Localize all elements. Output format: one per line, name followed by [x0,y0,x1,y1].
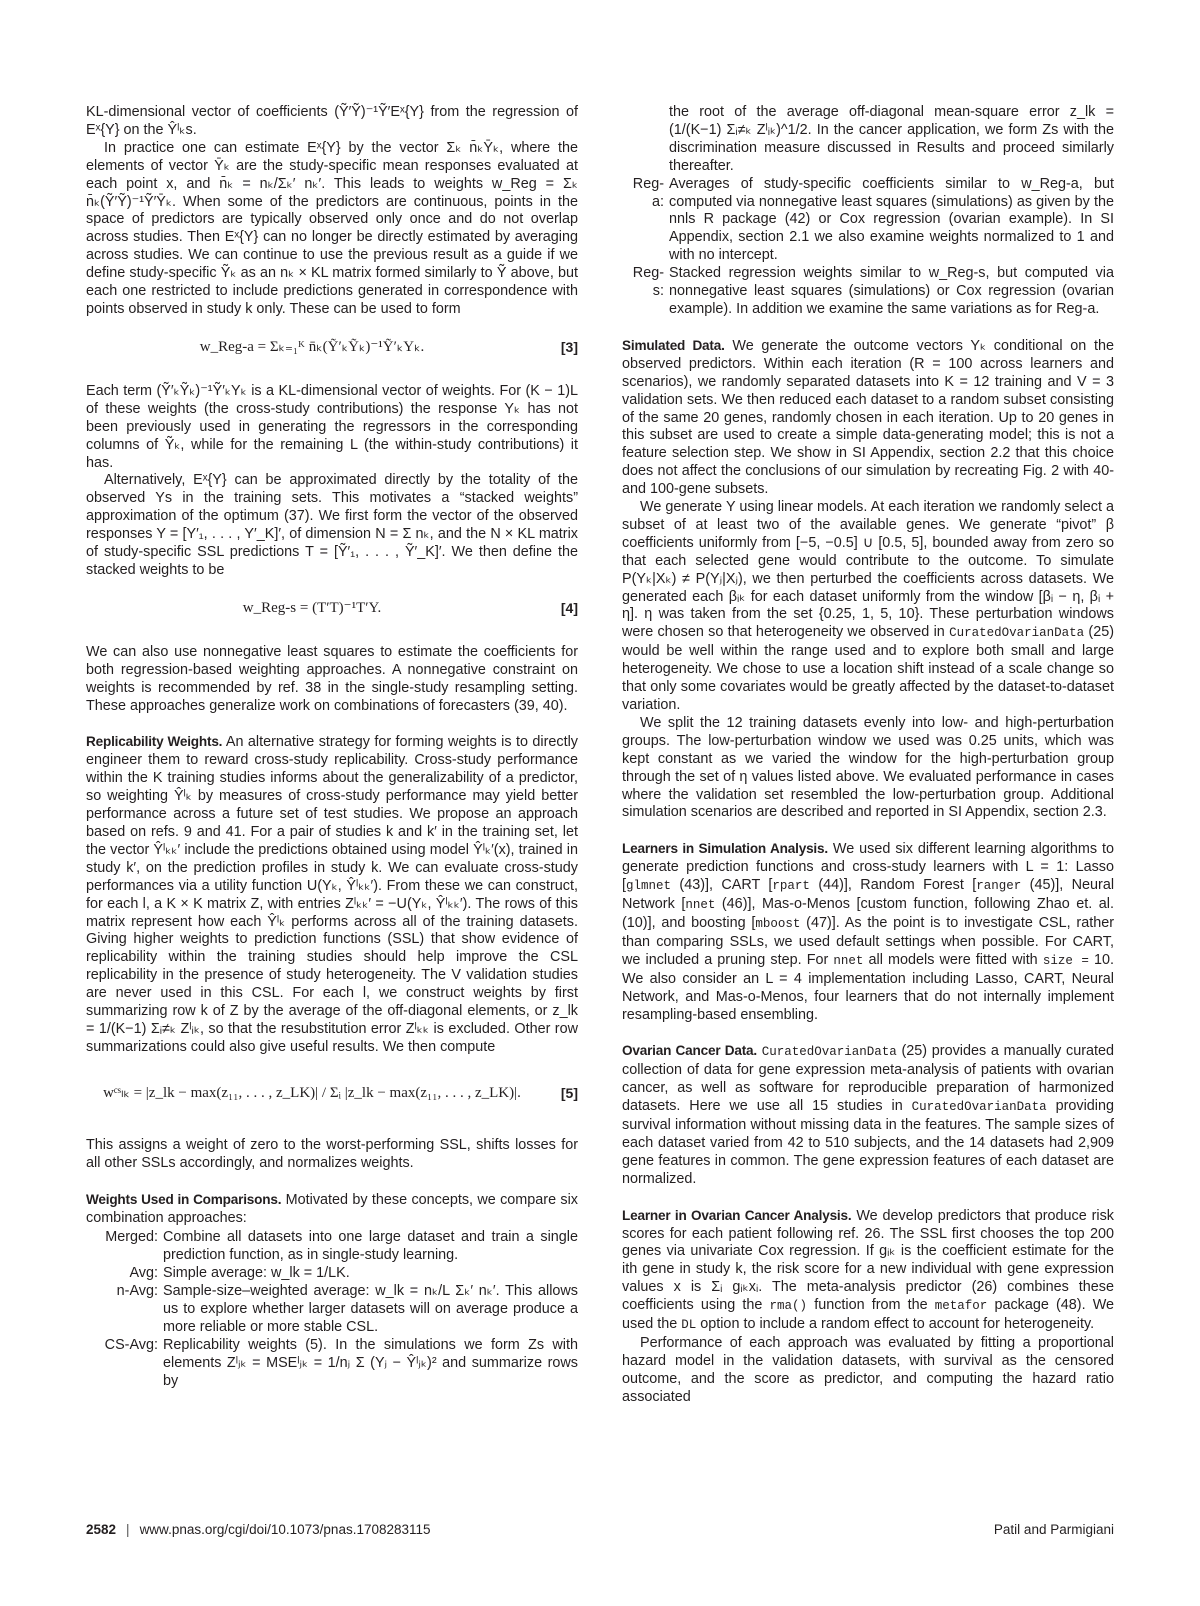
left-column [86,104,578,1391]
section-paragraph: Learner in Ovarian Cancer Analysis. We develop predictors that produce risk scores for each patient following ref. 26. The SSL first chooses the top 200 genes via univariate Cox regression. If gᵢₖ is the coefficient estimate for the ith gene in study k, the risk score for a new individual with gene expression values x is Σᵢ gᵢₖxᵢ. The meta-analysis predictor (26) combines these coefficients using the rma() function from the metafor package (48). We used the DL option to include a random effect to account for heterogeneity. [622,1207,1115,1333]
code-text: metafor [934,1299,988,1314]
definition-text: Replicability weights (5). In the simulations we form Zs with elements Zˡⱼₖ = MSEˡⱼₖ = 1/nⱼ Σ (Yⱼ − Ŷˡⱼₖ)² and summarize rows by [163,1336,578,1389]
section-heading: Learner in Ovarian Cancer Analysis. [622,1207,852,1223]
equation-number: [4] [560,599,578,616]
paragraph: KL-dimensional vector of coefficients (Ỹ′Ỹ)⁻¹Ỹ′Eˣ{Y} from the regression of Eˣ{Y} on the Ŷˡₖs. [86,104,578,138]
section-paragraph [86,1191,578,1228]
section-paragraph [86,733,578,1056]
definition-text: Combine all datasets into one large dataset and train a single prediction function, as in single-study learning. [163,1229,578,1264]
paragraph: Each term (Ỹ′ₖỸₖ)⁻¹Ỹ′ₖYₖ is a KL-dimensional vector of weights. For (K − 1)L of these weights (the cross-study contributions) the response Yₖ has not been previously used in generating the regressors in the corresponding columns of Ỹₖ, while for the remaining L (the within-study contributions) it has. [86,382,578,471]
code-text: size = [1042,953,1089,968]
code-text: DL [681,1318,697,1333]
equation-3 [86,329,578,369]
paragraph-text: Motivated by these concepts, we compare six combination approaches: [86,1191,579,1226]
section-heading: Replicability Weights. [86,734,223,750]
section-heading: Learners in Simulation Analysis. [622,841,828,857]
definition-text: Simple average: w_lk = 1/LK. [163,1265,350,1282]
definition-text: Sample-size–weighted average: w_lk = nₖ/L Σₖ′ nₖ′. This allows us to explore whether larger datasets will on average produce a more reliable or more stable CSL. [163,1283,578,1335]
equation-number: [5] [560,1084,578,1101]
page-number: 2582 [86,1522,117,1537]
code-text: rpart [772,879,810,894]
definition-key: Reg-s: [632,265,664,300]
section-heading: Ovarian Cancer Data. [622,1043,757,1059]
definition-key: Merged: [105,1229,158,1246]
paragraph: We generate Y using linear models. At each iteration we randomly select a subset of at least two of the available genes. We generate “pivot” β coefficients uniformly from [−5, −0.5] ∪ [0.5, 5], bounded away from zero so that each selected gene would contribute to the outcome. To simulate P(Yₖ|Xₖ) ≠ P(Yⱼ|Xⱼ), we then perturbed the coefficients across datasets. We generated each βᵢₖ for each dataset uniformly from the window [βᵢ − η, βᵢ + η]. η was taken from the set {0.25, 1, 5, 10}. These perturbation windows were chosen so that heterogeneity we observed in CuratedOvarianData (25) would be well within the range used and to explore both small and large heterogeneity. We chose to use a location shift instead of a scale change so that only some covariates would be greatly affected by the dataset-to-dataset variation. [622,499,1115,713]
definition-item [622,265,1114,319]
footer-separator: | [126,1522,130,1537]
definition-item [86,1229,578,1265]
definition-text: Stacked regression weights similar to w_Reg-s, but computed via nonnegative least squares (simulations) or Cox regression (ovarian example). In addition we examine the same variations as for Reg-a. [669,265,1114,317]
equation-formula: w_Reg-a = Σₖ₌₁ᴷ n̄ₖ(Ỹ′ₖỸₖ)⁻¹Ỹ′ₖYₖ. [199,338,425,355]
section-heading: Simulated Data. [622,337,725,353]
code-text: rma() [769,1299,808,1314]
running-authors: Patil and Parmigiani [993,1522,1114,1537]
paragraph: Performance of each approach was evaluated by fitting a proportional hazard model in the validation datasets, with survival as the censored outcome, and the score as predictor, and computing the hazard ratio associated [622,1335,1114,1405]
section-paragraph: Learners in Simulation Analysis. We used six different learning algorithms to generate prediction functions and cross-study learners with L = 1: Lasso [glmnet (43)], CART [rpart (44)], Random Forest [ranger (45)], Neural Network [nnet (46)], Mas-o-Menos [custom function, following Zhao et. al. (10)], and boosting [mboost (47)]. As the point is to investigate CSL, rather than comparing SSLs, we used default settings when possible. For CART, we included a pruning step. For nnet all models were fitted with size = 10. We also consider an L = 4 implementation including Lasso, CART, Neural Network, and Mas-o-Menos, four learners that do not internally implement resampling-based ensembling. [622,841,1115,1023]
code-text: CuratedOvarianData [949,626,1085,641]
code-text: CuratedOvarianData [761,1045,897,1060]
section-paragraph [622,337,1114,499]
code-text: mboost [755,916,801,931]
equation-formula: w_Reg-s = (T′T)⁻¹T′Y. [242,599,382,616]
paragraph: In practice one can estimate Eˣ{Y} by the vector Σₖ n̄ₖȲₖ, where the elements of vector Ȳₖ are the study-specific mean responses evaluated at each point x, and n̄ₖ = nₖ/Σₖ′ nₖ′. This leads to weights w_Reg = Σₖ n̄ₖ(Ỹ′Ỹ)⁻¹Ỹ′Ȳₖ. When some of the predictors are continuous, points in the space of predictors are typically observed only once and do not overlap across studies. Then Eˣ{Y} can no longer be directly estimated by averaging across studies. We can continue to use the previous result as a guide if we define study-specific Ỹₖ as an nₖ × KL matrix formed similarly to Ỹ above, but each one restricted to include predictions generated in correspondence with points observed in study k only. These can be used to form [86,139,578,317]
paragraph: This assigns a weight of zero to the worst-performing SSL, shifts losses for all other SSLs accordingly, and normalizes weights. [86,1136,578,1171]
paragraph-text: An alternative strategy for forming weights is to directly engineer them to reward cross-study replicability. Cross-study performance within the K training studies informs about the generalizability of a predictor, so weighting Ŷˡₖ by measures of cross-study performance may yield better performance across a future set of test studies. We propose an approach based on refs. 9 and 41. For a pair of studies k and k′ in the training set, let the vector Ŷˡₖₖ′ include the predictions obtained using model Ŷˡₖ′(x), trained in study k′, on the prediction profiles in study k. We can evaluate cross-study performances via a utility function U(Yₖ, Ŷˡₖₖ′). From these we can construct, for each l, a K × K matrix Z, with entries Zˡₖₖ′ = −U(Yₖ, Ŷˡₖₖ′). The rows of this matrix represent how each Ŷˡₖ performs across all of the training datasets. Giving higher weights to prediction functions (SSL) that show evidence of replicability within the training studies should help improve the CSL replicability in the presence of study heterogeneity. The V validation studies are never used in this CSL. For each l, we construct weights by first summarizing row k of Z by the average of the off-diagonal elements, or z_lk = 1/(K−1) Σᵢ≠ₖ Zˡᵢₖ, so that the resubstitution error Zˡₖₖ is excluded. Other row summarizations could also give useful results. We then compute [86,734,578,1055]
paragraph: We split the 12 training datasets evenly into low- and high-perturbation groups. The low-perturbation window we used was 0.25 units, which was kept constant as we varied the window for the high-perturbation group through the set of η values listed above. We evaluated performance in cases where the validation set resembled the low-perturbation group. Additional simulation scenarios are described and reported in SI Appendix, section 2.3. [622,714,1114,821]
definition-item [622,176,1114,266]
paragraph-text: We generate the outcome vectors Yₖ conditional on the observed predictors. Within each iteration (R = 100 across learners and scenarios), we randomly separated datasets into K = 12 training and V = 3 validation sets. We then reduced each dataset to a random subset consisting of the same 20 genes, randomly chosen in each iteration. Up to 20 genes in this subset are used to create a simple data-generating model; this is not a feature selection step. We show in SI Appendix, section 2.2 that this choice does not affect the conclusions of our simulation by recreating Fig. 2 with 40- and 100-gene subsets. [622,337,1114,498]
section-heading: Weights Used in Comparisons. [86,1191,282,1207]
definition-key: Avg: [129,1265,158,1282]
definition-key: Reg-a: [632,175,664,210]
definition-continuation [622,104,1114,176]
equation-number: [3] [560,338,578,355]
code-text: CuratedOvarianData [911,1100,1047,1115]
code-text: ranger [976,879,1022,894]
code-text: nnet [685,898,716,913]
right-column [622,104,1114,1407]
definition-key: n-Avg: [116,1283,158,1300]
paragraph: We can also use nonnegative least squares to estimate the coefficients for both regression-based weighting approaches. A nonnegative constraint on weights is recommended by ref. 38 in the single-study resampling setting. These approaches generalize work on combinations of forecasters (39, 40). [86,643,578,714]
equation-5 [86,1067,578,1123]
code-text: glmnet [626,879,672,894]
definition-text: the root of the average off-diagonal mean-square error z_lk = (1/(K−1) Σᵢ≠ₖ Zˡᵢₖ)^1/2. In the cancer application, we form Zs with the discrimination measure discussed in Results and proceed similarly thereafter. [669,104,1114,174]
code-text: nnet [833,953,864,968]
definition-text: Averages of study-specific coefficients similar to w_Reg-a, but computed via nonnegative least squares (simulations) as given by the nnls R package (42) or Cox regression (ovarian example). In SI Appendix, section 2.1 we also examine weights normalized to 1 and with no intercept. [669,175,1114,264]
definition-key: CS-Avg: [104,1336,158,1353]
definition-item [86,1283,578,1337]
doi-link[interactable]: www.pnas.org/cgi/doi/10.1073/pnas.1708283115 [139,1522,431,1537]
equation-4 [86,590,578,630]
definition-item [86,1265,578,1283]
page-footer [86,1522,1114,1537]
definition-list [86,1229,578,1390]
paragraph: Alternatively, Eˣ{Y} can be approximated directly by the totality of the observed Ys in the training sets. This motivates a “stacked weights” approximation of the optimum (37). We first form the vector of the observed responses Y = [Y′₁, . . . , Y′_K]′, of dimension N = Σ nₖ, and the N × KL matrix of study-specific SSL predictions T = [Ỹ′₁, . . . , Ỹ′_K]′. We then define the stacked weights to be [86,472,578,578]
section-paragraph: Ovarian Cancer Data. CuratedOvarianData (25) provides a manually curated collection of data for gene expression meta-analysis of patients with ovarian cancer, as well as software for reproducible preparation of harmonized datasets. Here we use all 15 studies in CuratedOvarianData providing survival information without missing data in the features. The sample sizes of each dataset varied from 42 to 510 subjects, and the 14 datasets had 2,909 gene features in common. The gene expression features of each dataset are normalized. [622,1043,1114,1187]
equation-formula: wᶜˢₗₖ = |z_lk − max(z₁₁, . . . , z_LK)| / Σᵢ |z_lk − max(z₁₁, . . . , z_LK)|. [103,1084,521,1101]
definition-item [86,1337,578,1391]
